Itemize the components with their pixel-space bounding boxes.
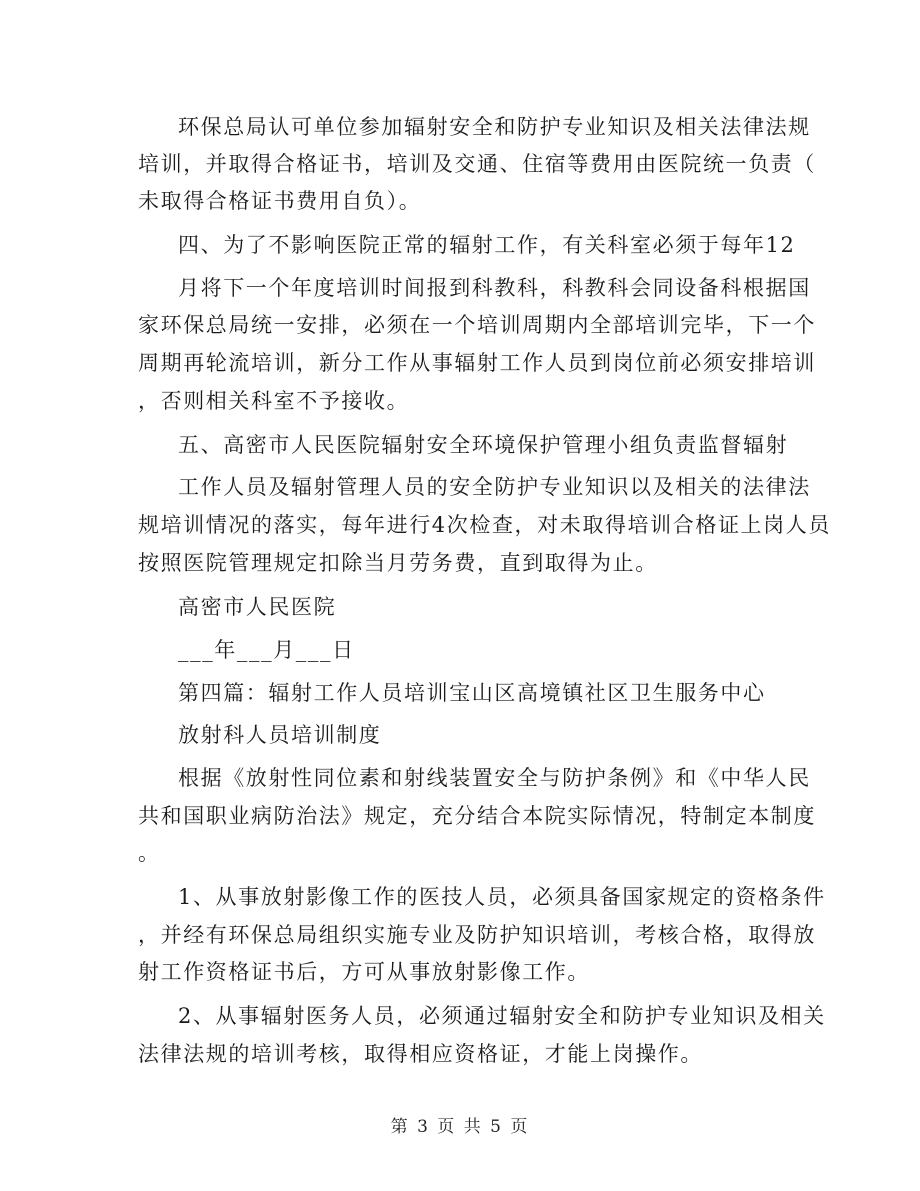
page-number: 第 3 页 共 5 页 (390, 1117, 530, 1137)
signature-hospital: 高密市人民医院 (178, 595, 337, 619)
text-line-17: 根据《放射性同位素和射线装置安全与防护条例》和《中华人民 (178, 766, 811, 790)
text-line-9: 五、高密市人民医院辐射安全环境保护管理小组负责监督辐射 (178, 433, 789, 457)
text-line-2: 培训，并取得合格证书，培训及交通、住宿等费用由医院统一负责（ (138, 152, 816, 176)
text-line-6: 家环保总局统一安排，必须在一个培训周期内全部培训完毕，下一个 (138, 313, 816, 337)
text-line-5: 月将下一个年度培训时间报到科教科，科教科会同设备科根据国 (178, 276, 811, 300)
section-heading: 第四篇：辐射工作人员培训宝山区高境镇社区卫生服务中心 (178, 681, 766, 705)
text-line-24: 法律法规的培训考核，取得相应资格证，才能上岗操作。 (138, 1042, 703, 1066)
text-line-7: 周期再轮流培训，新分工作从事辐射工作人员到岗位前必须安排培训 (138, 351, 816, 375)
text-line-22: 射工作资格证书后，方可从事放射影像工作。 (138, 960, 590, 984)
text-line-3: 未取得合格证书费用自负）。 (138, 189, 422, 213)
text-line-12: 按照医院管理规定扣除当月劳务费，直到取得为止。 (138, 551, 658, 575)
text-line-21: ，并经有环保总局组织实施专业及防护知识培训，考核合格，取得放 (138, 923, 816, 947)
text-line-18: 共和国职业病防治法》规定，充分结合本院实际情况，特制定本制度 (138, 804, 816, 828)
text-line-19: 。 (138, 841, 161, 865)
text-line-10: 工作人员及辐射管理人员的安全防护专业知识以及相关的法律法 (178, 475, 811, 499)
signature-date: ___年___月___日 (178, 638, 355, 662)
text-line-4: 四、为了不影响医院正常的辐射工作，有关科室必须于每年12 (178, 233, 796, 257)
text-line-11: 规培训情况的落实，每年进行4次检查，对未取得培训合格证上岗人员 (138, 513, 831, 537)
text-line-23: 2、从事辐射医务人员，必须通过辐射安全和防护专业知识及相关 (178, 1004, 826, 1028)
text-line-1: 环保总局认可单位参加辐射安全和防护专业知识及相关法律法规 (178, 115, 811, 139)
section-subtitle: 放射科人员培训制度 (178, 723, 382, 747)
text-line-20: 1、从事放射影像工作的医技人员，必须具备国家规定的资格条件 (178, 885, 826, 909)
text-line-8: ，否则相关科室不予接收。 (138, 389, 410, 413)
